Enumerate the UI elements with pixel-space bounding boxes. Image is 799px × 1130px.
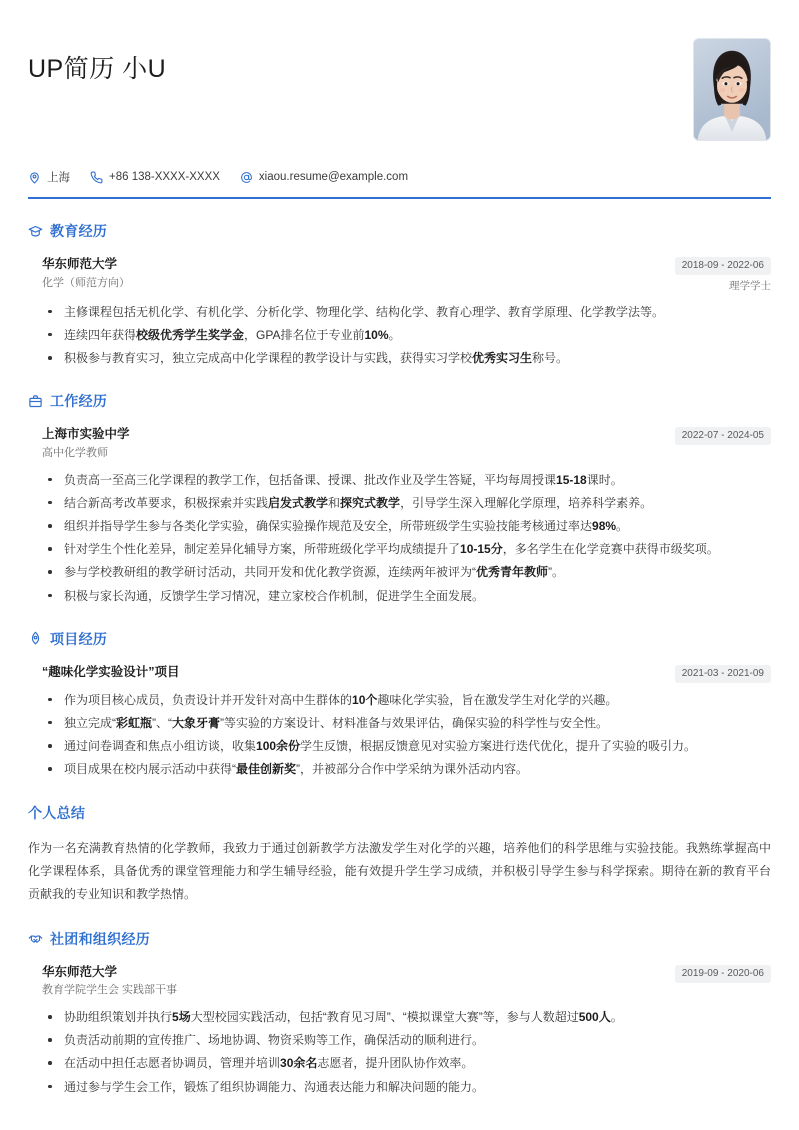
bullet-text: 积极参与教育实习，独立完成高中化学课程的教学设计与实践，获得实习学校: [64, 351, 473, 366]
briefcase-icon: [28, 394, 43, 409]
bullet-text: ，GPA排名位于专业前: [244, 327, 365, 342]
bullet-item: [42, 538, 771, 560]
bullet-highlight: 30余名: [280, 1056, 318, 1071]
header-divider: [28, 197, 771, 199]
entry-education-0: [28, 255, 771, 369]
section-label: 社团和组织经历: [50, 930, 151, 947]
bullet-highlight: 最佳创新奖: [236, 762, 297, 777]
bullet-highlight: 大象牙膏: [172, 715, 221, 730]
contact-email: [240, 171, 408, 184]
section-work: [28, 391, 771, 606]
entry-right: [661, 255, 771, 295]
contact-email-text: xiaou.resume@example.com: [258, 171, 409, 183]
section-project: [28, 629, 771, 781]
entry-left: [42, 255, 130, 292]
bullet-list: [42, 689, 771, 781]
section-club: [28, 929, 771, 1098]
bullet-item: [42, 758, 771, 780]
bullet-text: 负责活动前期的宣传推广、场地协调、物资采购等工作，确保活动的顺利进行。: [64, 1033, 485, 1048]
entry-organization: “趣味化学实验设计”项目: [42, 664, 180, 679]
header-left: [28, 38, 166, 84]
bullet-text: 和: [328, 495, 341, 510]
phone-icon: [90, 171, 103, 184]
bullet-item: [42, 515, 771, 537]
bullet-text: 。: [610, 1010, 623, 1025]
entry-left: [42, 963, 177, 1000]
bullet-item: [42, 301, 771, 323]
bullet-item: [42, 1052, 771, 1074]
bullet-highlight: 启发式教学: [268, 495, 329, 510]
summary-paragraph: 作为一名充满教育热情的化学教师，我致力于通过创新教学方法激发学生对化学的兴趣，培养他们的科学思维与实验技能。我熟练掌握高中化学课程体系，具备优秀的课堂管理能力和学生辅导经验，能有效提升学生学习成绩，并积极引导学生参与科学探索。期待在新的教育平台贡献我的专业知识和教学热情。: [28, 840, 771, 902]
rocket-icon: [28, 631, 43, 646]
bullet-text: ，引导学生深入理解化学原理，培养科学素养。: [400, 495, 653, 510]
entry-organization: 上海市实验中学: [42, 427, 130, 442]
candidate-name: UP简历 小U: [28, 55, 167, 83]
bullet-highlight: 100余份: [256, 739, 301, 754]
bullet-text: 课时。: [586, 472, 623, 487]
resume-header: [28, 26, 771, 141]
bullet-highlight: 15-18: [556, 472, 587, 487]
bullet-text: 趣味化学实验，旨在激发学生对化学的兴趣。: [377, 692, 618, 707]
bullet-highlight: 500人: [578, 1010, 611, 1025]
bullet-list: [42, 469, 771, 607]
location-pin-icon: [28, 171, 41, 184]
graduation-cap-icon: [28, 224, 43, 239]
entry-club-0: [28, 963, 771, 1098]
contact-location: [28, 169, 70, 185]
bullet-text: 。: [616, 519, 629, 534]
bullet-item: [42, 1029, 771, 1051]
bullet-text: 称号。: [532, 351, 569, 366]
bullet-item: [42, 492, 771, 514]
entry-organization: 华东师范大学: [42, 964, 118, 979]
entry-organization: 华东师范大学: [42, 257, 118, 271]
bullet-item: [42, 347, 771, 369]
avatar: [693, 38, 771, 141]
email-at-icon: [240, 171, 253, 184]
bullet-text: 项目成果在校内展示活动中获得“: [64, 762, 236, 777]
bullet-text: 志愿者，提升团队协作效率。: [317, 1056, 474, 1071]
entry-extra: 理学学士: [729, 280, 771, 292]
bullet-highlight: 10%: [364, 327, 389, 342]
date-badge: 2021-03 - 2021-09: [675, 665, 771, 683]
entry-work-0: [28, 425, 771, 606]
bullet-item: [42, 1006, 771, 1028]
bullet-item: [42, 712, 771, 734]
entry-left: [42, 663, 180, 682]
bullet-text: 连续四年获得: [64, 327, 137, 342]
bullet-highlight: 5场: [172, 1010, 191, 1025]
bullet-text: ，多名学生在化学竞赛中获得市级奖项。: [502, 542, 719, 557]
entry-role: 高中化学教师: [42, 447, 108, 460]
bullet-text: 主修课程包括无机化学、有机化学、分析化学、物理化学、结构化学、教育心理学、教育学原理、化学教学法等。: [64, 304, 665, 319]
section-title-summary: [28, 803, 771, 823]
bullet-text: ”。: [548, 565, 565, 580]
entry-left: [42, 425, 130, 462]
entry-project-0: [28, 663, 771, 781]
section-title-club: [28, 929, 771, 949]
bullet-text: 针对学生个性化差异，制定差异化辅导方案，所带班级化学平均成绩提升了: [64, 542, 461, 557]
portrait-photo-icon: [694, 39, 770, 140]
entry-role: 化学（师范方向）: [42, 276, 130, 289]
bullet-item: [42, 324, 771, 346]
bullet-text: ”、“: [152, 715, 173, 730]
bullet-text: 参与学校教研组的教学研讨活动，共同开发和优化教学资源，连续两年被评为“: [64, 565, 476, 580]
section-summary: [28, 803, 771, 907]
bullet-item: [42, 585, 771, 607]
bullet-text: 在活动中担任志愿者协调员，管理并培训: [64, 1056, 281, 1071]
bullet-text: 负责高一至高三化学课程的教学工作，包括备课、授课、批改作业及学生答疑，平均每周授课: [64, 472, 557, 487]
bullet-text: 通过参与学生会工作，锻炼了组织协调能力、沟通表达能力和解决问题的能力。: [64, 1079, 485, 1094]
bullet-text: 组织并指导学生参与各类化学实验，确保实验操作规范及安全，所带班级学生实验技能考核通过率达: [64, 519, 593, 534]
bullet-text: 作为项目核心成员，负责设计并开发针对高中生群体的: [64, 692, 353, 707]
bullet-text: 独立完成“: [64, 715, 116, 730]
section-label: 教育经历: [50, 223, 108, 239]
bullet-highlight: 10个: [352, 692, 378, 707]
contact-phone-text: +86 138-XXXX-XXXX: [109, 171, 220, 183]
entry-right: [661, 425, 771, 445]
bullet-item: [42, 689, 771, 711]
bullet-item: [42, 561, 771, 583]
section-title-work: [28, 391, 771, 411]
bullet-highlight: 优秀实习生: [472, 351, 533, 366]
bullet-text: 大型校园实践活动，包括“教育见习周”、“模拟课堂大赛”等，参与人数超过: [190, 1010, 579, 1025]
entry-header: [42, 425, 771, 462]
handshake-icon: [28, 931, 43, 946]
bullet-highlight: 优秀青年教师: [476, 565, 549, 580]
date-badge: 2019-09 - 2020-06: [675, 965, 771, 983]
bullet-item: [42, 469, 771, 491]
section-title-education: [28, 221, 771, 241]
entry-header: [42, 963, 771, 1000]
entry-header: [42, 663, 771, 683]
entry-header: [42, 255, 771, 295]
bullet-highlight: 校级优秀学生奖学金: [136, 327, 245, 342]
contact-bar: [28, 169, 771, 185]
bullet-item: [42, 1076, 771, 1098]
date-badge: 2022-07 - 2024-05: [675, 427, 771, 445]
bullet-item: [42, 735, 771, 757]
section-title-project: [28, 629, 771, 649]
section-label: 项目经历: [50, 630, 108, 647]
bullet-text: 积极与家长沟通，反馈学生学习情况，建立家校合作机制，促进学生全面发展。: [64, 588, 485, 603]
bullet-list: [42, 1006, 771, 1098]
entry-right: [661, 663, 771, 683]
date-badge: 2018-09 - 2022-06: [675, 257, 771, 275]
bullet-list: [42, 301, 771, 370]
bullet-text: 结合新高考改革要求，积极探索并实践: [64, 495, 269, 510]
contact-location-text: 上海: [47, 172, 70, 184]
bullet-highlight: 98%: [592, 519, 617, 534]
section-education: [28, 221, 771, 369]
bullet-text: 学生反馈，根据反馈意见对实验方案进行迭代优化，提升了实验的吸引力。: [300, 739, 697, 754]
bullet-text: 协助组织策划并执行: [64, 1010, 173, 1025]
bullet-text: ”等实验的方案设计、材料准备与效果评估，确保实验的科学性与安全性。: [220, 715, 609, 730]
bullet-highlight: 10-15分: [460, 542, 503, 557]
bullet-highlight: 探究式教学: [340, 495, 401, 510]
section-label: 工作经历: [50, 393, 108, 410]
bullet-highlight: 彩虹瓶: [116, 715, 153, 730]
bullet-text: ”，并被部分合作中学采纳为课外活动内容。: [296, 762, 529, 777]
section-label: 个人总结: [28, 804, 86, 821]
bullet-text: 。: [388, 327, 401, 342]
contact-phone: [90, 171, 220, 184]
entry-role: 教育学院学生会 实践部干事: [42, 984, 178, 997]
entry-right: [661, 963, 771, 983]
bullet-text: 通过问卷调查和焦点小组访谈，收集: [64, 739, 257, 754]
